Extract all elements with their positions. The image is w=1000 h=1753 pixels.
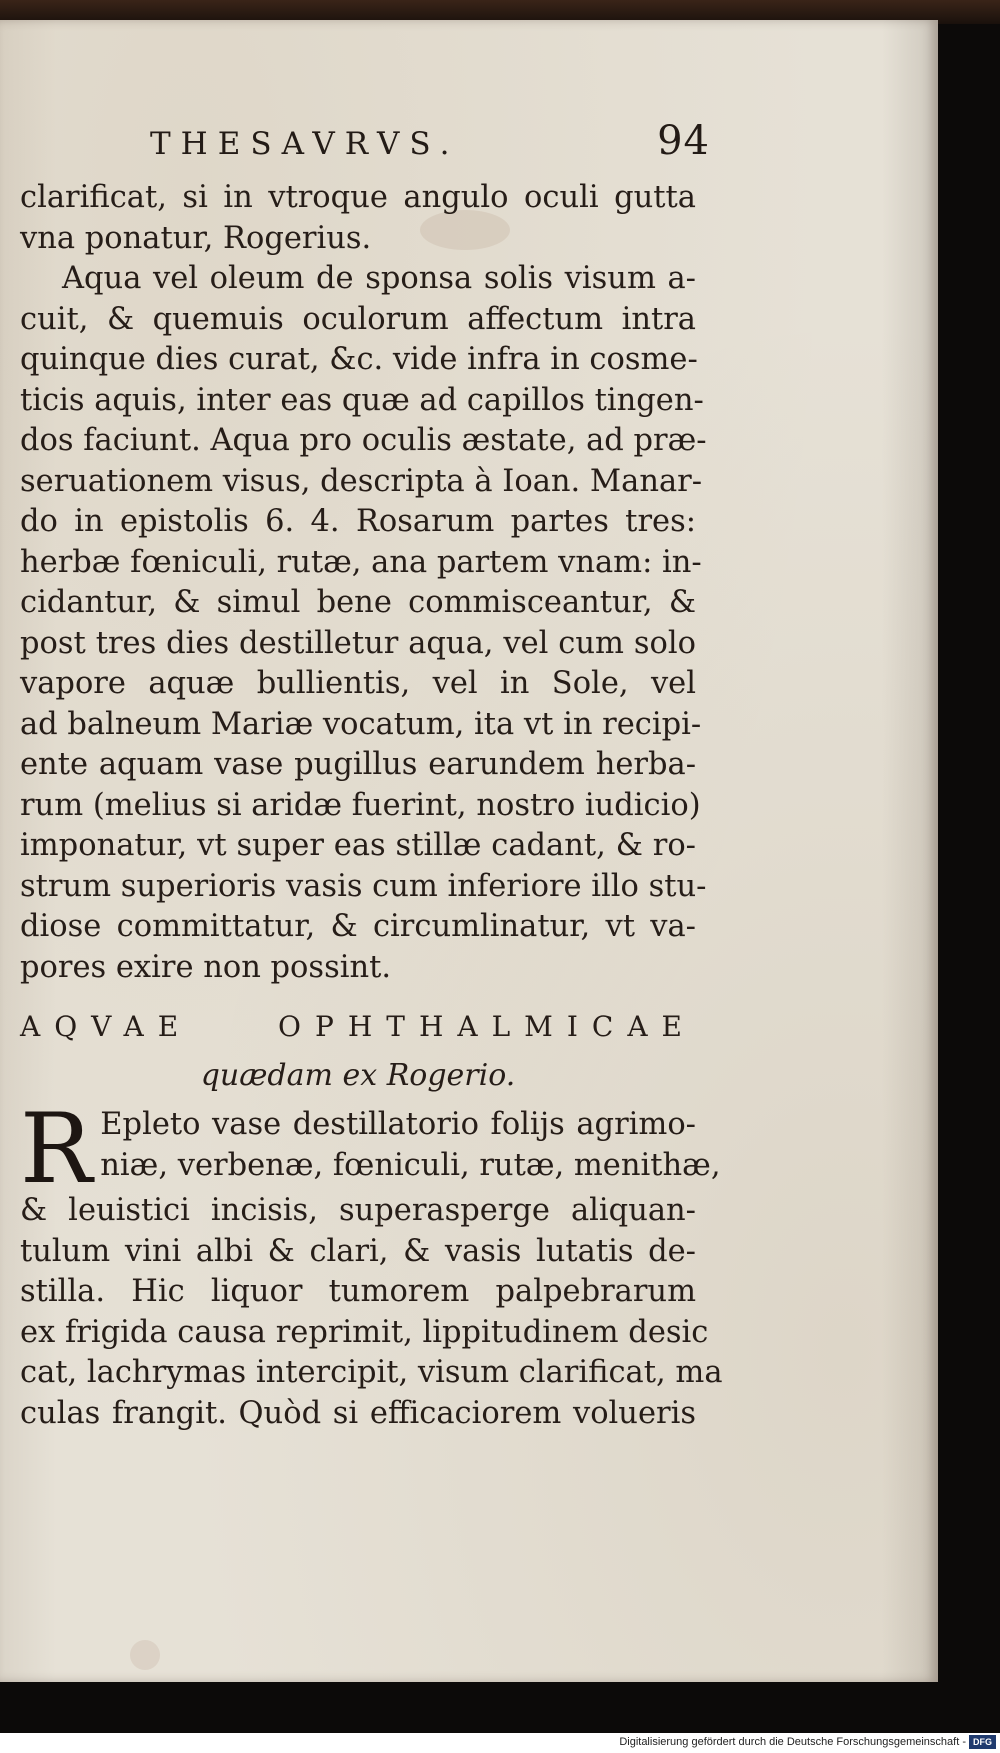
text-line: seruationem visus, descripta à Ioan. Manar- [20, 463, 703, 499]
text-line: rum (melius si aridæ fuerint, nostro iudicio) [20, 787, 701, 823]
text-line: vapore aquæ bullientis, vel in Sole, vel [20, 666, 696, 701]
text-line: diose committatur, & circumlinatur, vt va- [20, 909, 696, 944]
paper-stain [130, 1640, 160, 1670]
paragraph-2 [20, 1093, 723, 1434]
text-line: tulum vini albi & clari, & vasis lutatis de- [20, 1233, 696, 1269]
text-line: strum superioris vasis cum inferiore illo stu- [20, 868, 707, 904]
text-line: imponatur, vt super eas stillæ cadant, & ro- [20, 828, 696, 863]
text-line: herbæ fœniculi, rutæ, ana partem vnam: in- [20, 544, 702, 580]
text-line: ente aquam vase pugillus earundem herba- [20, 747, 696, 782]
text-line: clarificat, si in vtroque angulo oculi gutta [20, 180, 696, 215]
text-line: cidantur, & simul bene commisceantur, & [20, 585, 696, 620]
running-title: THESAVRVS. [150, 126, 460, 162]
text-line: ex frigida causa reprimit, lippitudinem desic [20, 1314, 709, 1350]
text-line: dos faciunt. Aqua pro oculis æstate, ad præ- [20, 423, 707, 458]
drop-cap: R [20, 1093, 93, 1205]
text-line: ad balneum Mariæ vocatum, ita vt in recipi- [20, 706, 702, 742]
page-number: 94 [657, 118, 710, 164]
text-line: pores exire non possint. [20, 949, 392, 985]
text-line: stilla. Hic liquor tumorem palpebrarum [20, 1274, 696, 1309]
text-line: Epleto vase destillatorio folijs agrimo- [100, 1107, 696, 1142]
text-line: do in epistolis 6. 4. Rosarum partes tres: [20, 504, 696, 539]
text-line: post tres dies destilletur aqua, vel cum solo [20, 625, 696, 661]
paragraph-1 [20, 178, 707, 988]
running-head [150, 118, 710, 168]
text-line: cat, lachrymas intercipit, visum clarificat, ma [20, 1355, 723, 1390]
section-title: AQVAE OPHTHALMICAE [20, 1010, 696, 1043]
text-line: vna ponatur, Rogerius. [20, 220, 372, 256]
section-heading [20, 1010, 696, 1102]
text-line: ticis aquis, inter eas quæ ad capillos tingen- [20, 382, 704, 418]
funding-credit: Digitalisierung gefördert durch die Deutsche Forschungsgemeinschaft - [619, 1736, 966, 1748]
section-subtitle: quædam ex Rogerio. [200, 1058, 516, 1093]
text-line: culas frangit. Quòd si efficaciorem volueris [20, 1395, 696, 1431]
text-line: & leuistici incisis, superasperge aliquan- [20, 1193, 696, 1228]
dfg-logo: DFG [969, 1735, 996, 1749]
text-line: quinque dies curat, &c. vide infra in cosme- [20, 342, 698, 377]
text-line: niæ, verbenæ, fœniculi, rutæ, menithæ, [100, 1147, 721, 1183]
text-line: cuit, & quemuis oculorum affectum intra [20, 301, 696, 337]
text-line: Aqua vel oleum de sponsa solis visum a- [62, 261, 696, 296]
